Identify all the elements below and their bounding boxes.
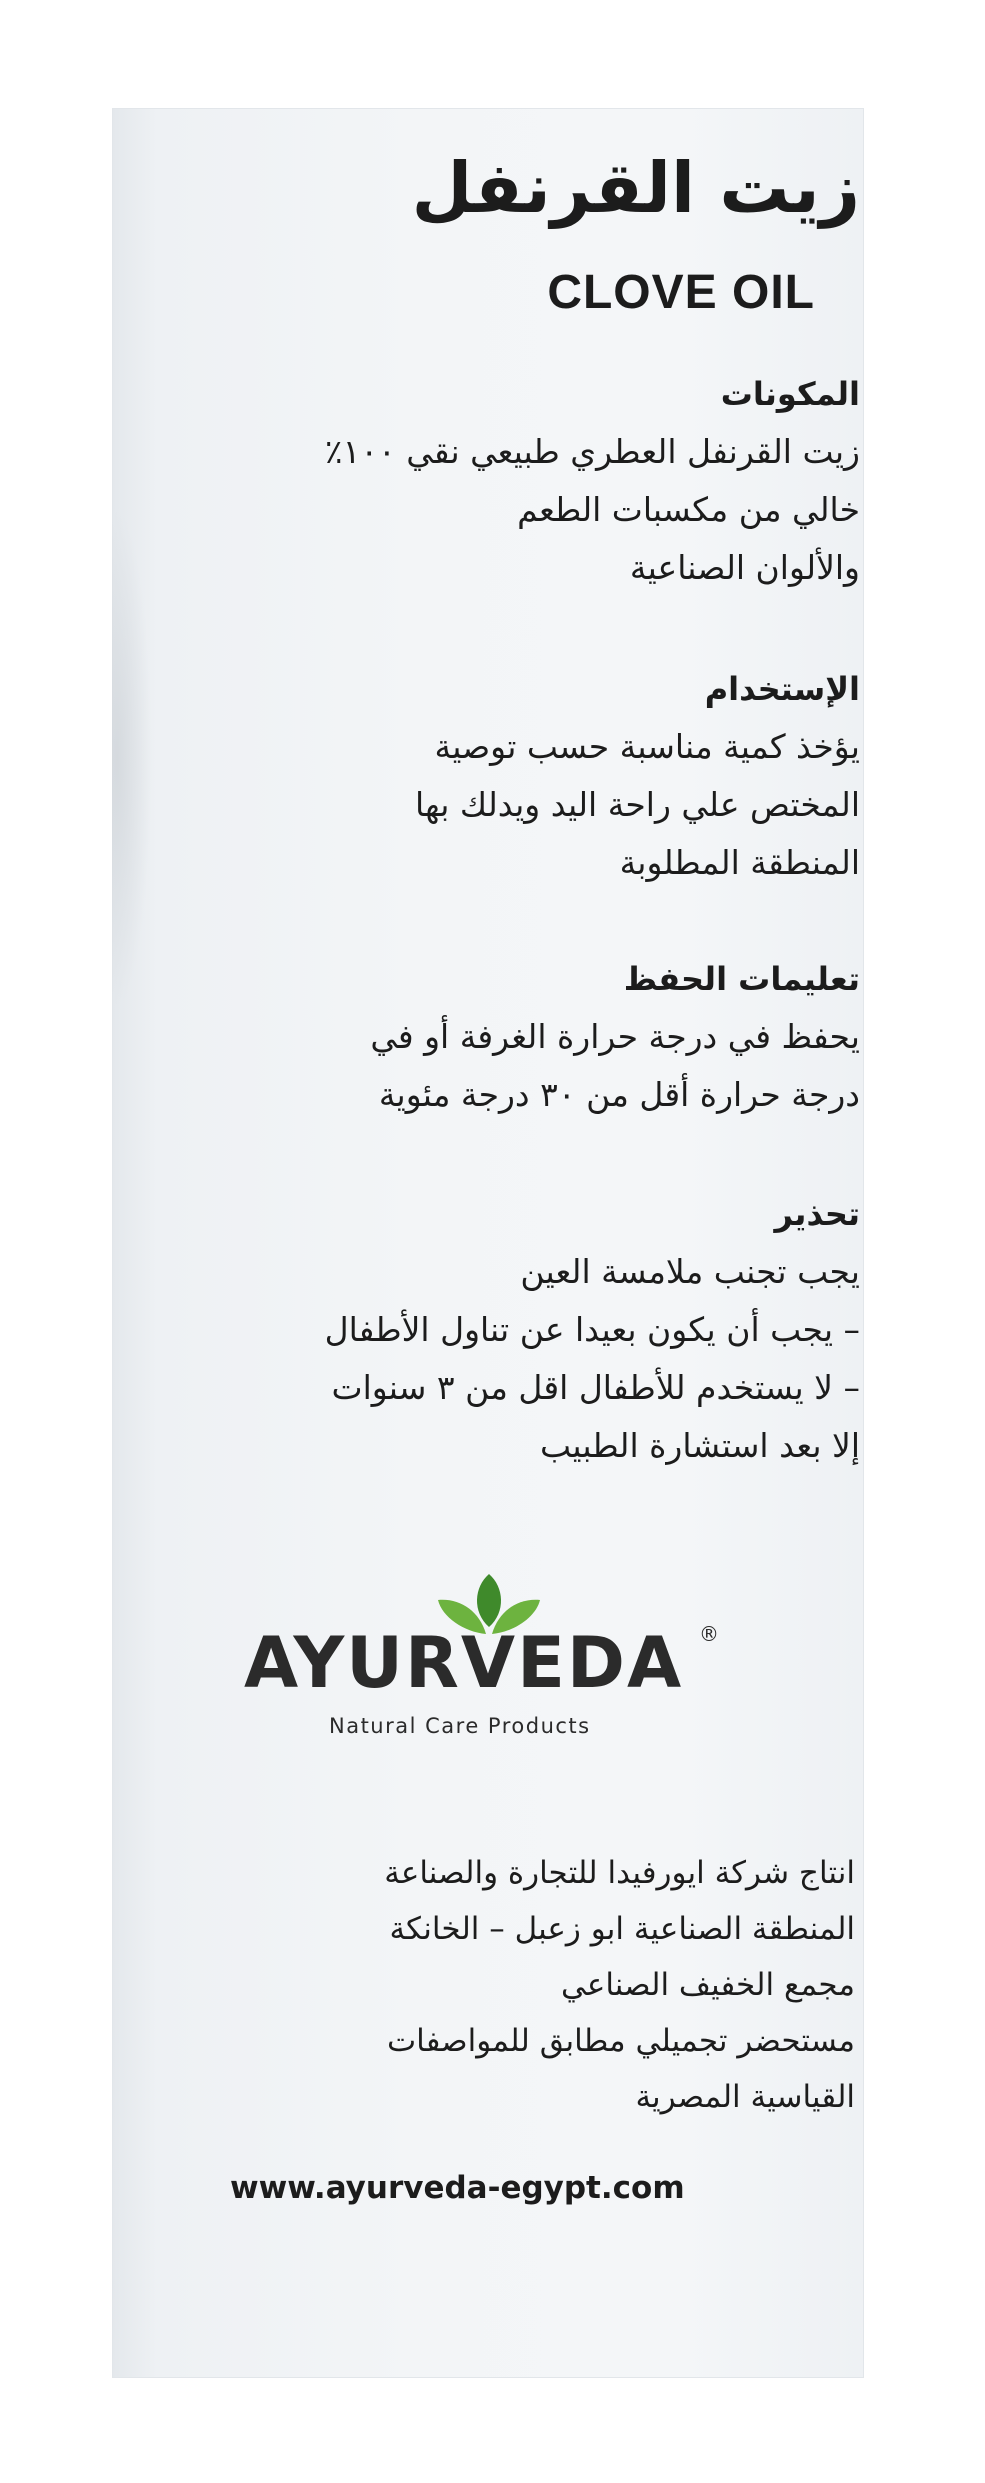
brand-name: AYURVEDA	[244, 1622, 684, 1704]
warning-heading: تحذير	[774, 1195, 860, 1233]
ingredients-line: زيت القرنفل العطري طبيعي نقي ١٠٠٪	[324, 432, 860, 471]
ingredients-section	[325, 375, 860, 597]
website-url: www.ayurveda-egypt.com	[230, 2170, 685, 2206]
usage-heading: الإستخدام	[704, 670, 860, 708]
ayurveda-logo	[244, 1572, 724, 1738]
storage-heading: تعليمات الحفظ	[623, 960, 860, 998]
manufacturer-line: انتاج شركة ايورفيدا للتجارة والصناعة	[384, 1855, 855, 1891]
usage-line: المنطقة المطلوبة	[619, 843, 860, 882]
box-edge-shadow	[112, 508, 152, 1008]
usage-section	[415, 670, 860, 892]
manufacturer-line: المنطقة الصناعية ابو زعبل – الخانكة	[389, 1911, 855, 1947]
product-title-arabic: زيت القرنفل	[411, 147, 860, 229]
registered-mark: ®	[699, 1622, 719, 1646]
warning-line: إلا بعد استشارة الطبيب	[540, 1426, 860, 1465]
warning-line: – لا يستخدم للأطفال اقل من ٣ سنوات	[331, 1368, 860, 1407]
warning-line: يجب تجنب ملامسة العين	[520, 1252, 860, 1291]
brand-tagline: Natural Care Products	[329, 1714, 591, 1738]
storage-line: يحفظ في درجة حرارة الغرفة أو في	[370, 1017, 860, 1056]
storage-section	[370, 960, 860, 1124]
manufacturer-info	[384, 1845, 855, 2125]
ingredients-line: والألوان الصناعية	[629, 548, 860, 587]
usage-line: المختص علي راحة اليد ويدلك بها	[414, 785, 860, 824]
manufacturer-line: مستحضر تجميلي مطابق للمواصفات	[386, 2023, 855, 2059]
usage-line: يؤخذ كمية مناسبة حسب توصية	[434, 727, 860, 766]
storage-line: درجة حرارة أقل من ٣٠ درجة مئوية	[378, 1075, 860, 1114]
warning-section	[325, 1195, 860, 1475]
ingredients-heading: المكونات	[720, 375, 860, 413]
ingredients-line: خالي من مكسبات الطعم	[517, 490, 860, 529]
product-title-english: CLOVE OIL	[547, 266, 815, 319]
manufacturer-line: القياسية المصرية	[635, 2079, 855, 2115]
manufacturer-line: مجمع الخفيف الصناعي	[560, 1967, 855, 2003]
warning-line: – يجب أن يكون بعيدا عن تناول الأطفال	[324, 1310, 860, 1349]
